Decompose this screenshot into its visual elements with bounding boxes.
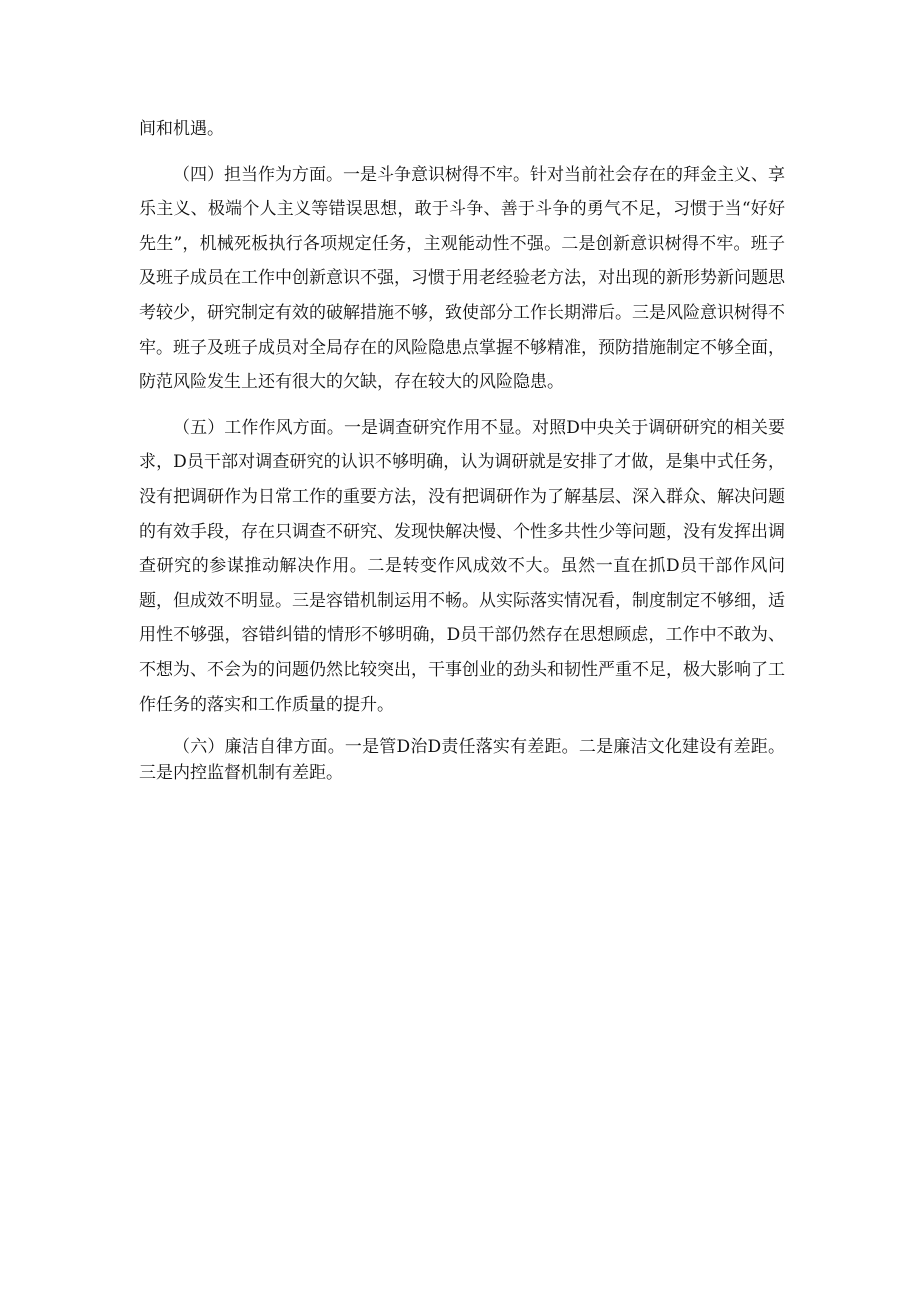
- paragraph-section-five: （五）工作作风方面。一是调查研究作用不显。对照D中央关于调研研究的相关要求，D员干部对调查研究的认识不够明确，认为调研就是安排了才做，是集中式任务，没有把调研作为日常工作的重要方法，没有把调研作为了解基层、深入群众、解决问题的有效手段，存在只调查不研究、发现快解决慢、个性多共性少等问题，没有发挥出调查研究的参谋推动解决作用。二是转变作风成效不大。虽然一直在抓D员干部作风问题，但成效不明显。三是容错机制运用不畅。从实际落实情况看，制度制定不够细，适用性不够强，容错纠错的情形不够明确，D员干部仍然存在思想顾虑，工作中不敢为、不想为、不会为的问题仍然比较突出，干事创业的劲头和韧性严重不足，极大影响了工作任务的落实和工作质量的提升。: [139, 417, 785, 715]
- paragraph-continuation: 间和机遇。: [139, 119, 224, 139]
- paragraph-section-four: （四）担当作为方面。一是斗争意识树得不牢。针对当前社会存在的拜金主义、享乐主义、极端个人主义等错误思想，敢于斗争、善于斗争的勇气不足，习惯于当“好好先生”，机械死板执行各项规定任务，主观能动性不强。二是创新意识树得不牢。班子及班子成员在工作中创新意识不强，习惯于用老经验老方法，对出现的新形势新问题思考较少，研究制定有效的破解措施不够，致使部分工作长期滞后。三是风险意识树得不牢。班子及班子成员对全局存在的风险隐患点掌握不够精准，预防措施制定不够全面，防范风险发生上还有很大的欠缺，存在较大的风险隐患。: [139, 164, 785, 393]
- paragraph-section-six: （六）廉洁自律方面。一是管D治D责任落实有差距。二是廉洁文化建设有差距。三是内控监督机制有差距。: [139, 737, 785, 784]
- document-body: [139, 112, 785, 786]
